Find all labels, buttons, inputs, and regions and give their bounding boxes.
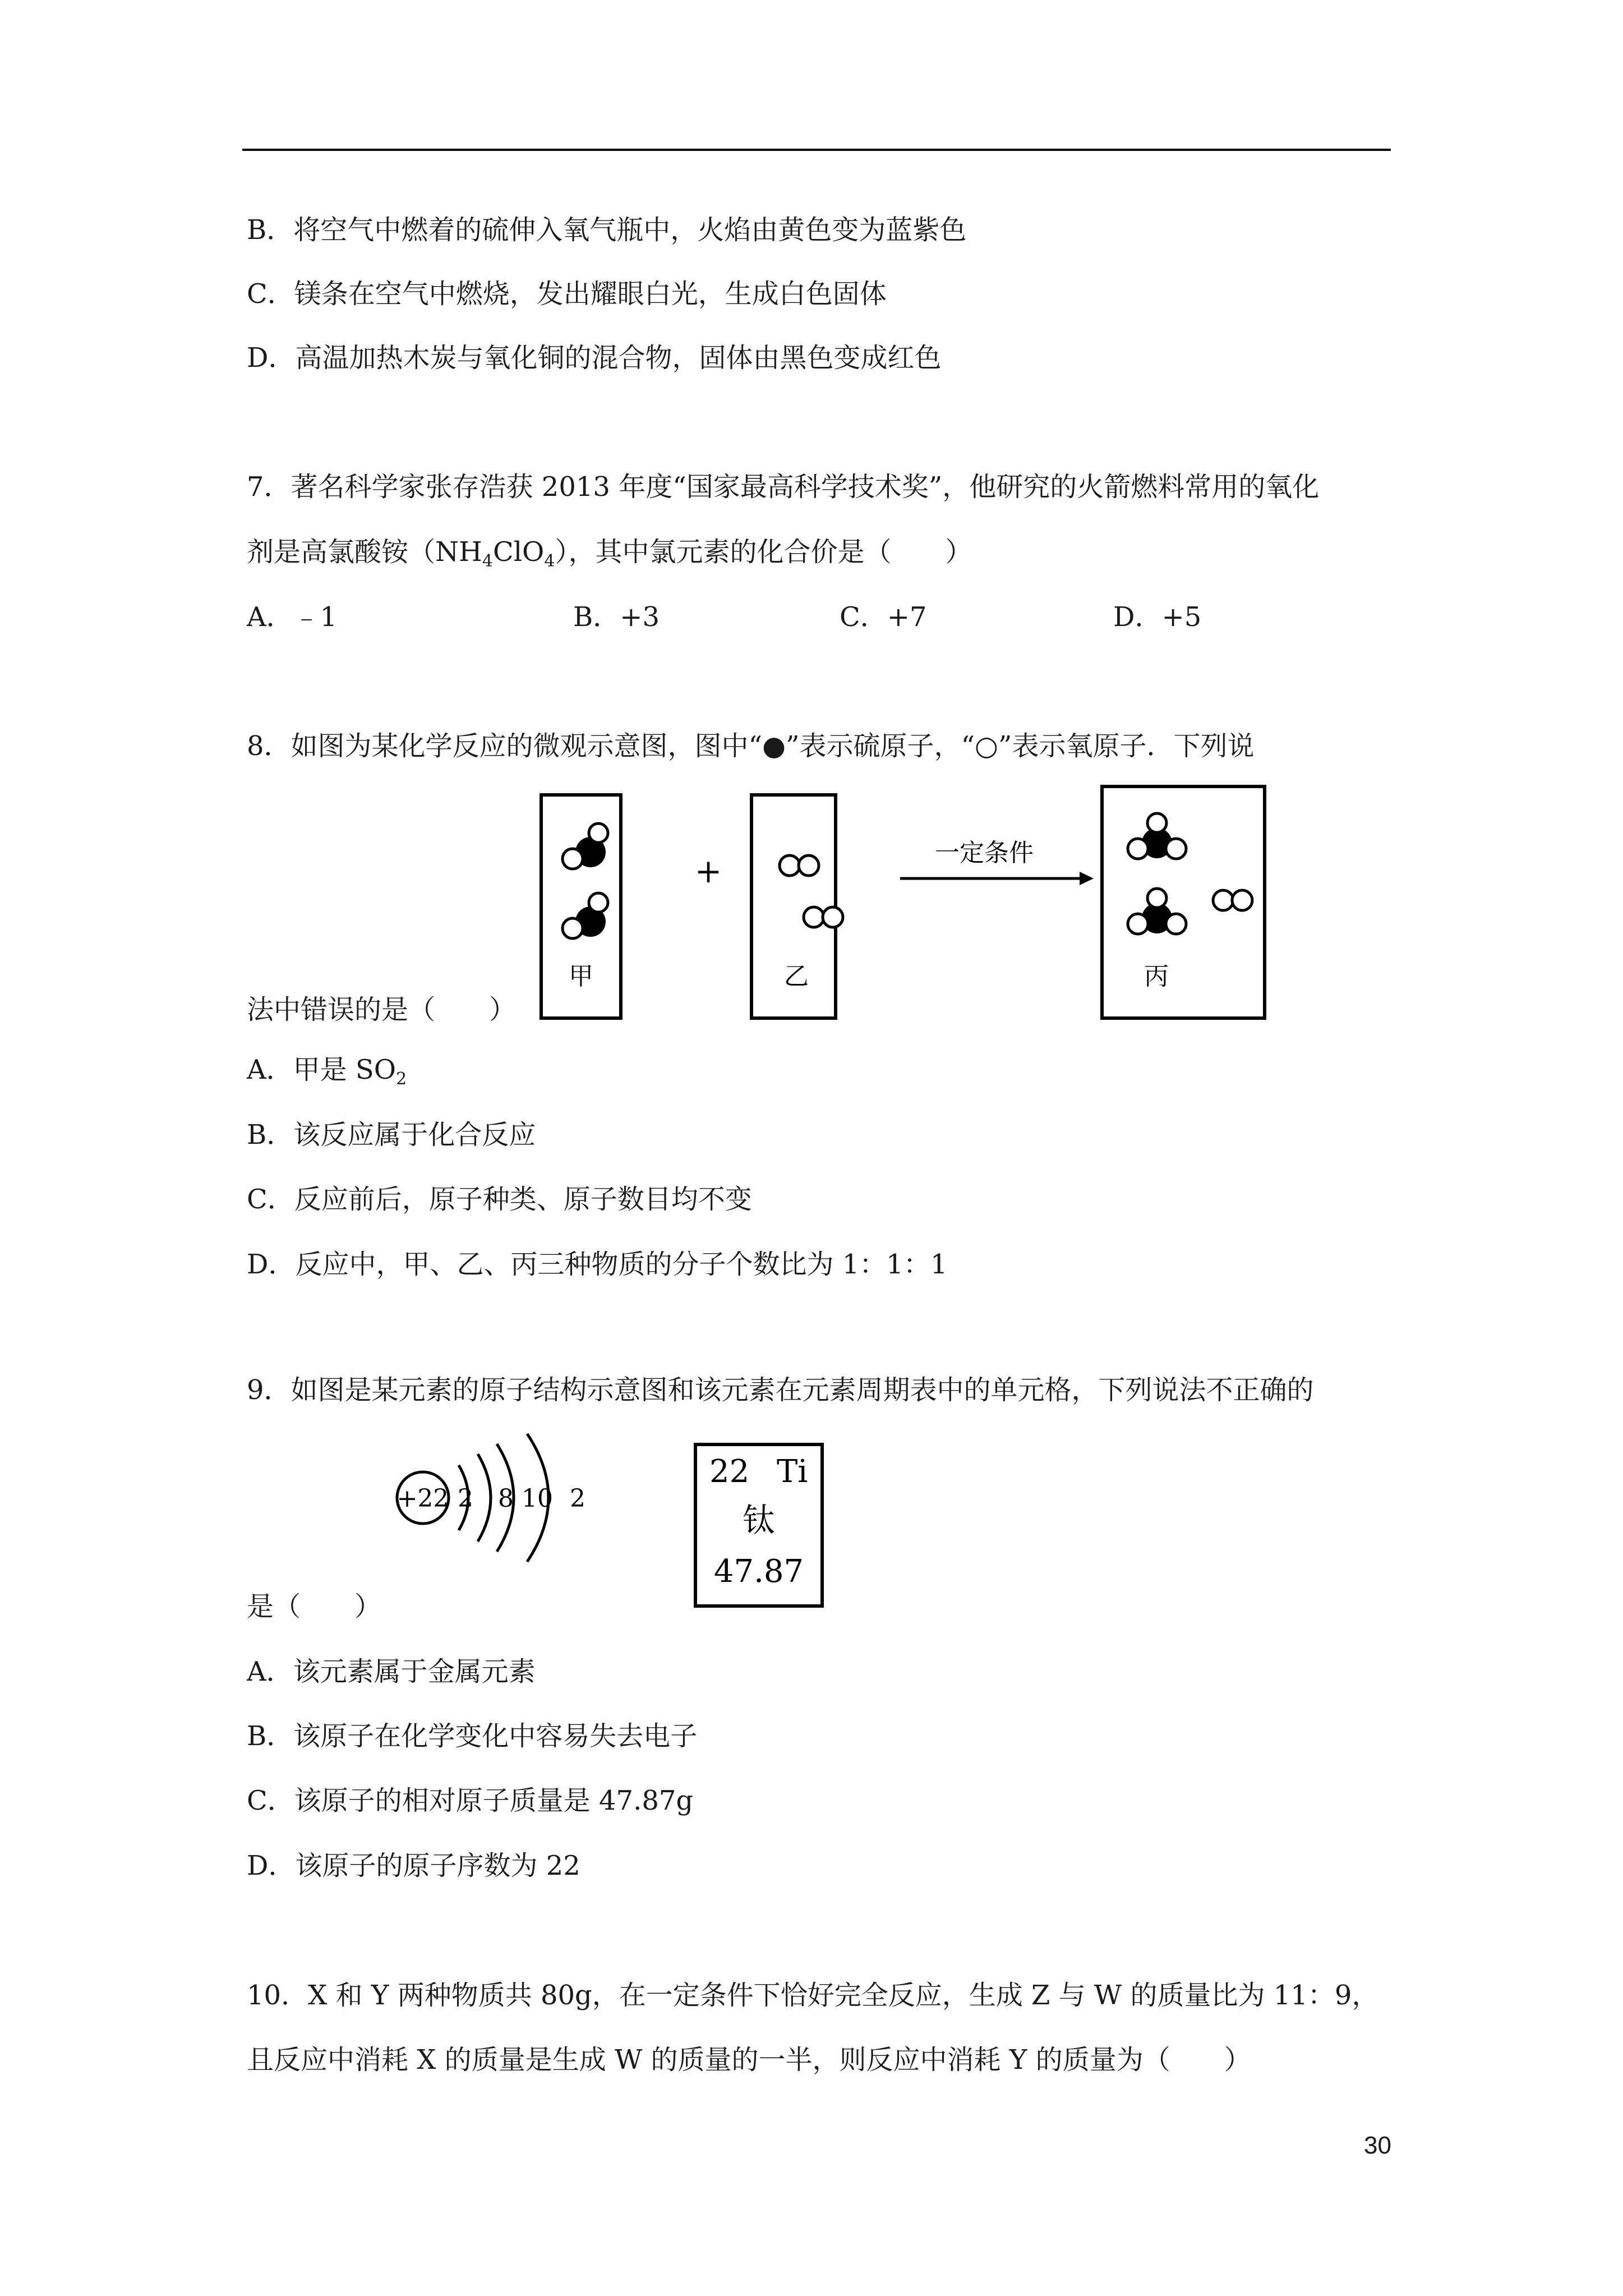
page-number: 30 — [1364, 2132, 1391, 2159]
q7-option-b: B．+3 — [573, 601, 660, 633]
atomic-structure-diagram — [387, 1425, 611, 1571]
q7-stem-line1: 7．著名科学家张存浩获 2013 年度“国家最高科学技术奖”，他研究的火箭燃料常用的氧化 — [247, 471, 1320, 503]
nucleus-charge: +22 — [396, 1484, 449, 1513]
box-jia-label: 甲 — [569, 962, 593, 991]
q9-option-b: B．该原子在化学变化中容易失去电子 — [247, 1720, 698, 1752]
q6-option-d: D．高温加热木炭与氧化铜的混合物，固体由黑色变成红色 — [247, 342, 942, 374]
shell-1-electrons: 2 — [458, 1484, 473, 1513]
q8-option-a: A．甲是 $SO_2$ — [247, 1054, 407, 1089]
shell-2-electrons: 8 — [498, 1484, 514, 1513]
q9-option-a: A．该元素属于金属元素 — [247, 1656, 536, 1687]
atomic-mass: 47.87 — [713, 1553, 804, 1590]
element-name: 钛 — [742, 1501, 776, 1539]
box-bing-label: 丙 — [1144, 962, 1169, 991]
q7-option-c: C．+7 — [840, 601, 927, 633]
element-symbol: Ti — [777, 1453, 808, 1490]
q8-option-c: C．反应前后，原子种类、原子数目均不变 — [247, 1184, 752, 1215]
plus-sign: + — [694, 852, 722, 890]
periodic-table-cell — [693, 1442, 827, 1610]
q9-option-c: C．该原子的相对原子质量是 47.87g — [247, 1785, 694, 1816]
header-rule — [242, 149, 1391, 151]
q9-stem-line1: 9．如图是某元素的原子结构示意图和该元素在元素周期表中的单元格，下列说法不正确的 — [247, 1374, 1314, 1406]
q6-option-b: B．将空气中燃着的硫伸入氧气瓶中，火焰由黄色变为蓝紫色 — [247, 214, 967, 246]
q6-option-c: C．镁条在空气中燃烧，发出耀眼白光，生成白色固体 — [247, 278, 887, 310]
q7-stem-line2: 剂是高氯酸铵$(NH_4ClO_4)$，其中氯元素的化合价是（ ） — [247, 536, 972, 571]
q10-stem-line1: 10．X 和 Y 两种物质共 80g，在一定条件下恰好完全反应，生成 Z 与 W 的质量比为 11：9， — [247, 1980, 1379, 2011]
q10-stem-line2: 且反应中消耗 X 的质量是生成 W 的质量的一半，则反应中消耗 Y 的质量为（ ） — [247, 2044, 1251, 2076]
q8-stem-line1: 8．如图为某化学反应的微观示意图，图中“●”表示硫原子，“○”表示氧原子．下列说 — [247, 730, 1255, 762]
q7-option-d: D．+5 — [1113, 601, 1202, 633]
q9-option-d: D．该原子的原子序数为 22 — [247, 1850, 580, 1881]
q7-option-a: A．﹣1 — [247, 601, 338, 633]
atomic-number: 22 — [709, 1453, 750, 1490]
arrow-label: 一定条件 — [935, 839, 1034, 867]
q9-stem-line2: 是（ ） — [247, 1591, 382, 1622]
reaction-diagram — [538, 783, 1273, 1029]
q8-option-d: D．反应中，甲、乙、丙三种物质的分子个数比为 1：1：1 — [247, 1249, 948, 1280]
q8-option-b: B．该反应属于化合反应 — [247, 1119, 536, 1151]
shell-3-electrons: 10 — [522, 1484, 553, 1513]
box-yi-label: 乙 — [784, 962, 809, 991]
shell-4-electrons: 2 — [570, 1484, 585, 1513]
q8-stem-line2: 法中错误的是（ ） — [247, 994, 517, 1025]
